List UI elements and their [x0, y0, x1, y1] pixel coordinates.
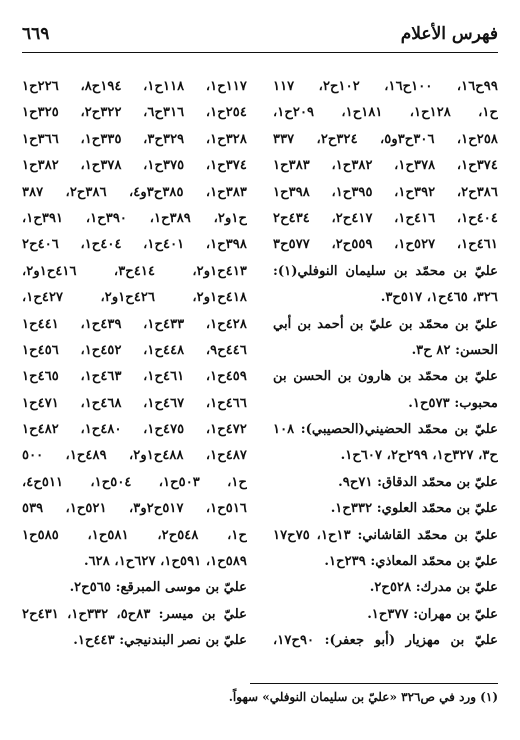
index-entry-line: عليّ بن ميسر: ٨٣ح٥، ٣٣٢ح١، ٤٣١ح٢: [22, 606, 247, 622]
index-entry-line: ٤٧٢ح١، ٤٧٥ح١، ٤٨٠ح١، ٤٨٢ح١: [22, 422, 247, 438]
index-entry-line: ٣٨٦ح٢، ٣٩٢ح١، ٣٩٥ح١، ٣٩٨ح١: [273, 184, 498, 200]
index-entry-line: عليّ بن محمّد العلوي: ٣٣٢ح١.: [330, 501, 498, 517]
footnote: (١) ورد في ص٣٢٦ «عليّ بن سليمان النوفلي» سهواً.: [228, 690, 498, 704]
index-entry-line: ٤١٣ح١و٢، ٤١٤ح٣، ٤١٦ح١و٢،: [22, 263, 247, 279]
index-entry-line: عليّ بن مدرك: ٥٢٨ح٢.: [369, 580, 498, 596]
index-entry-line: عليّ بن موسى المبرقع: ٥٦٥ح٢.: [69, 580, 247, 596]
index-entry-line: ح١، ٥٠٣ح١، ٥٠٤ح١، ٥١١ح٤،: [22, 474, 247, 490]
index-entry-line: ١١٧ح١، ١١٨ح١، ١٩٤ح٨، ٢٢٦ح١: [22, 79, 247, 94]
index-entry-line: عليّ بن نصر البندنيجي: ٤٤٣ح١.: [73, 633, 247, 649]
index-entry-line: ٤٤٦ح٩، ٤٤٨ح١، ٤٥٢ح١، ٤٥٦ح١: [22, 342, 247, 358]
index-entry-line: ٢٥٨ح١، ٣٠٦ح٣و٥، ٣٢٤ح٢، ٣٣٧: [273, 131, 498, 147]
index-entry-line: ٤٢٨ح١، ٤٣٣ح١، ٤٣٩ح١، ٤٤١ح١: [22, 316, 247, 332]
index-entry-line: ٩٩ح١٦، ١٠٠ح١٦، ١٠٢ح٢، ١١٧: [273, 79, 498, 94]
index-entry-line: ٤٨٧ح١، ٤٨٨ح١و٢، ٤٨٩ح١، ٥٠٠: [22, 448, 247, 464]
index-entry-line: الحسن: ٨٢ ح٣.: [411, 342, 498, 358]
index-entry-line: ٤٦٦ح١، ٤٦٧ح١، ٤٦٨ح١، ٤٧١ح١: [22, 395, 247, 411]
footnote-divider: [250, 683, 498, 684]
index-entry-line: عليّ بن محمّد بن عليّ بن أحمد بن أبي: [273, 316, 498, 332]
index-entry-line: ٤٦١ح١، ٥٢٧ح١، ٥٥٩ح٢، ٥٧٧ح٣: [273, 237, 498, 253]
index-entry-line: ٣٢٨ح١، ٣٢٩ح٣، ٣٣٥ح١، ٣٦٦ح١: [22, 131, 247, 147]
index-entry-line: ٣٢٦، ٤٦٥ح١، ٥١٧ح٣.: [380, 290, 498, 306]
index-entry-line: ٥٨٩ح١، ٥٩١ح١، ٦٢٧ح١، ٦٢٨.: [84, 554, 247, 570]
index-entry-line: عليّ بن محمّد الدقاق: ٧١ح٩.: [338, 474, 498, 490]
page-number: ٦٦٩: [22, 24, 50, 44]
index-column-left: [22, 74, 247, 655]
index-entry-line: ٣٧٤ح١، ٣٧٥ح١، ٣٧٨ح١، ٣٨٢ح١: [22, 158, 247, 174]
index-entry-line: ٣٧٤ح١، ٣٧٨ح١، ٣٨٢ح١، ٣٨٣ح١: [273, 158, 498, 174]
index-entry-line: عليّ بن محمّد بن سليمان النوفلي(١):: [273, 263, 498, 279]
index-entry-line: عليّ بن محمّد بن هارون بن الحسن بن: [273, 369, 498, 385]
index-entry-line: ح١، ٥٤٨ح٢، ٥٨١ح١، ٥٨٥ح١: [22, 527, 247, 543]
index-entry-line: عليّ بن محمّد الحضيني(الحصيبي): ١٠٨: [273, 422, 498, 438]
index-entry-line: عليّ بن محمّد القاشاني: ١٣ح١، ٧٥ح١٧: [273, 527, 498, 543]
index-entry-line: ٥١٦ح١، ٥١٧ح٢و٣، ٥٢١ح١، ٥٣٩: [22, 501, 247, 517]
index-entry-line: ٤٥٩ح١، ٤٦١ح١، ٤٦٣ح١، ٤٦٥ح١: [22, 369, 247, 385]
index-entry-line: ٤١٨ح١و٢، ٤٢٦ح١و٢، ٤٢٧ح١،: [22, 290, 247, 306]
index-entry-line: عليّ بن مهزيار (أبو جعفر): ٩٠ح١٧،: [273, 633, 498, 649]
index-entry-line: ح١، ١٢٨ح١، ١٨١ح١، ٢٠٩ح١،: [273, 105, 498, 121]
index-entry-line: ٢٥٤ح١، ٣١٦ح٦، ٣٢٢ح٢، ٣٢٥ح١: [22, 105, 247, 121]
index-entry-line: عليّ بن محمّد المعاذي: ٢٣٩ح١.: [324, 554, 498, 570]
index-entry-line: عليّ بن مهران: ٣٧٧ح١.: [367, 606, 498, 622]
index-entry-line: ح١و٢، ٣٨٩ح١، ٣٩٠ح١، ٣٩١ح١،: [22, 210, 247, 226]
page-title: فهرس الأعلام: [400, 24, 498, 44]
index-entry-line: محبوب: ٥٧٣ح١.: [408, 395, 498, 411]
index-entry-line: ٤٠٤ح١، ٤١٦ح١، ٤١٧ح٢، ٤٣٤ح٢: [273, 210, 498, 226]
index-entry-line: ٣٩٨ح١، ٤٠١ح١، ٤٠٤ح١، ٤٠٦ح٢: [22, 237, 247, 253]
page-header: [22, 22, 498, 53]
index-entry-line: ح٣، ٣٢٧ح١، ٢٩٩ح٢، ٦٠٧ح١.: [340, 448, 498, 464]
index-entry-line: ٣٨٣ح١، ٣٨٥ح٣و٤، ٣٨٦ح٢، ٣٨٧: [22, 184, 247, 200]
index-column-right: [273, 74, 498, 655]
